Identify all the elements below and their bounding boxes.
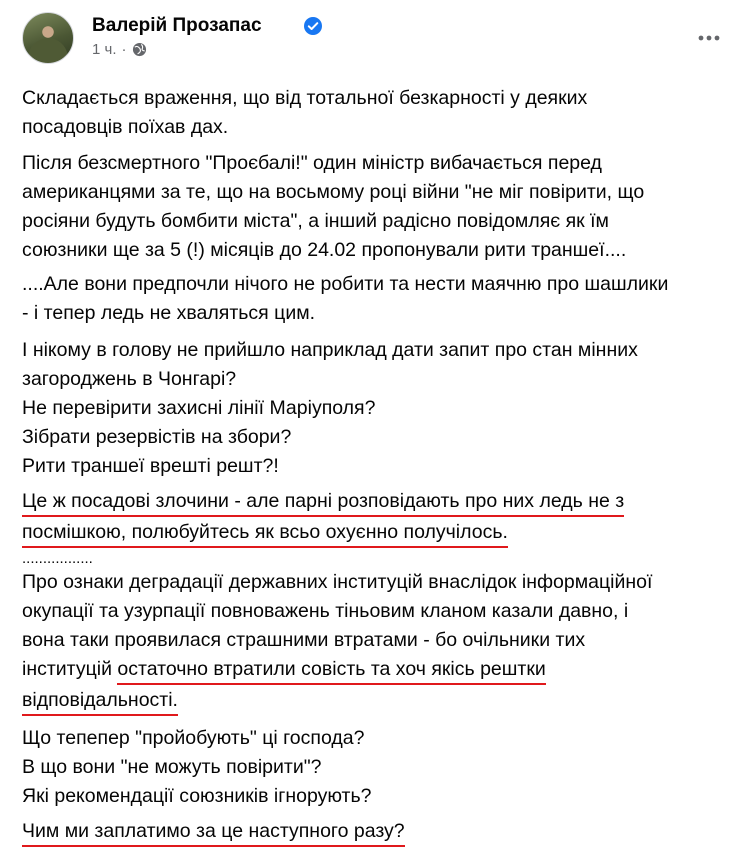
text-line: Не перевірити захисні лінії Маріуполя? [22, 397, 376, 419]
more-options-icon [697, 34, 721, 42]
paragraph-6 [22, 550, 652, 715]
underlined-text: Чим ми заплатимо за це наступного разу? [22, 820, 405, 847]
text-line: американцями за те, що на восьмому році війни "не міг повірити, що [22, 181, 645, 203]
paragraph-1 [22, 84, 587, 142]
text-line: ....Але вони предпочли нічого не робити та нести маячню про шашлики [22, 273, 669, 295]
text-line: - і тепер ледь не хваляться цим. [22, 302, 316, 324]
underlined-text: Це ж посадові злочини - але парні розповідають про них ледь не з [22, 490, 624, 517]
text-line: Після безсмертного "Проєбалі!" один міністр вибачається перед [22, 152, 602, 174]
text-segment: інституцій [22, 658, 118, 680]
text-line: Що тепепер "пройобують" ці господа? [22, 727, 365, 749]
paragraph-4 [22, 336, 638, 481]
text-line: Про ознаки деградації державних інституцій внаслідок інформаційної [22, 571, 653, 593]
more-options-button[interactable] [691, 20, 727, 56]
underlined-text: остаточно втратили совість та хоч якісь рештки [117, 658, 545, 685]
post-time[interactable]: 1 ч. [92, 41, 117, 58]
text-line: Які рекомендації союзників ігнорують? [22, 785, 372, 807]
post-meta [92, 41, 147, 58]
text-line: Рити траншеї врешті решт?! [22, 455, 279, 477]
meta-separator: · [121, 41, 127, 58]
underlined-text: посмішкою, полюбуйтесь як всьо охуєнно получілось. [22, 521, 508, 548]
verified-badge-icon [303, 16, 323, 36]
globe-icon[interactable] [132, 42, 147, 57]
underlined-text: відповідальності. [22, 689, 178, 716]
text-line: союзники ще за 5 (!) місяців до 24.02 пропонували рити траншеї.... [22, 239, 627, 261]
paragraph-7 [22, 724, 371, 811]
paragraph-5-highlighted [22, 487, 624, 547]
author-name[interactable]: Валерій Прозапас [92, 15, 262, 36]
text-line: В що вони "не можуть повірити"? [22, 756, 322, 778]
text-line: окупації та узурпації повноважень тіньовим кланом казали давно, і [22, 600, 629, 622]
text-line: загороджень в Чонгарі? [22, 368, 237, 390]
paragraph-3 [22, 270, 668, 328]
paragraph-2 [22, 149, 644, 265]
text-line: вона таки проявилася страшними втратами - бо очільники тих [22, 629, 586, 651]
text-line: І нікому в голову не прийшло наприклад дати запит про стан мінних [22, 339, 638, 361]
text-line [22, 658, 546, 685]
text-line: росіяни будуть бомбити міста", а інший радісно повідомляє як їм [22, 210, 609, 232]
author-avatar[interactable] [22, 12, 74, 64]
text-line: Зібрати резервістів на збори? [22, 426, 292, 448]
paragraph-8-highlighted [22, 817, 405, 846]
text-line: посадовців поїхав дах. [22, 116, 229, 138]
post-header [22, 12, 727, 68]
text-line: Складається враження, що від тотальної безкарності у деяких [22, 87, 588, 109]
dots-separator: ................. [22, 550, 93, 567]
